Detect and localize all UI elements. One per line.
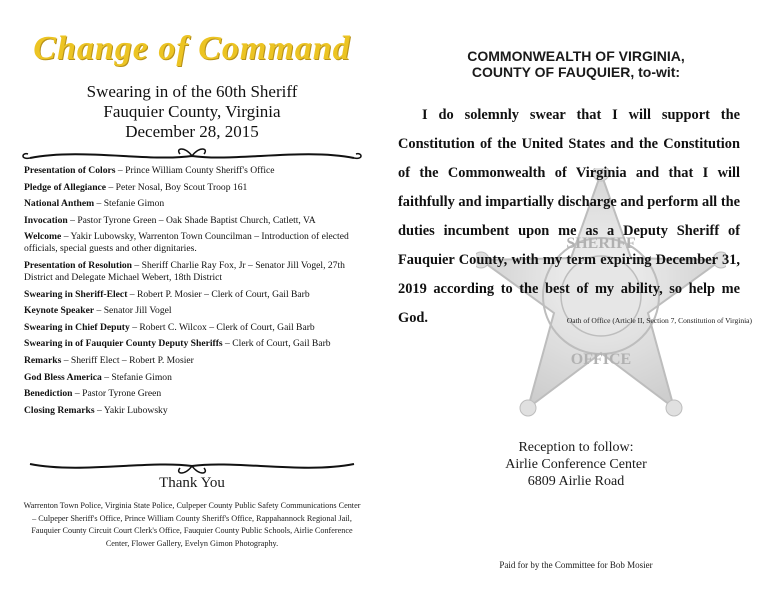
oath-text-block [398, 101, 740, 333]
subtitle-line-1: Swearing in of the 60th Sheriff [86, 82, 298, 101]
badge-top-text: SHERIFF [566, 235, 636, 252]
program-title: Change of Command [33, 30, 351, 67]
heading-line-2: COUNTY OF FAUQUIER, to-wit: [471, 64, 681, 80]
program-item: God Bless America – Stefanie Gimon [24, 371, 172, 383]
thank-you-text: Warrenton Town Police, Virginia State Police, Culpeper County Public Safety Communications Center – Culpeper Sheriff's Office, Prince William County Sheriff's Office, Rappahannock Regional Jail, Fauquier County Circuit Court Clerk's Office, Fauquier County Public Schools, Airlie Conference Center, Flower Gallery, Evelyn Gimon Photography. [23, 501, 361, 548]
oath-heading [384, 48, 768, 80]
program-item: Invocation – Pastor Tyrone Green – Oak Shade Baptist Church, Catlett, VA [24, 214, 316, 226]
thank-you-heading: Thank You [159, 475, 225, 491]
program-item: Pledge of Allegiance – Peter Nosal, Boy Scout Troop 161 [24, 181, 248, 193]
reception-line-1: Reception to follow: [518, 440, 634, 455]
badge-bottom-text: OFFICE [570, 351, 632, 368]
heading-line-1: COMMONWEALTH OF VIRGINIA, [467, 48, 685, 64]
subtitle-line-3: December 28, 2015 [125, 122, 259, 141]
reception-line-3: 6809 Airlie Road [527, 474, 625, 489]
oath-citation: Oath of Office (Article II, Section 7, Constitution of Virginia) [566, 316, 752, 325]
paid-for-notice: Paid for by the Committee for Bob Mosier [499, 560, 653, 570]
program-item: Closing Remarks – Yakir Lubowsky [24, 404, 168, 416]
program-item: Swearing in of Fauquier County Deputy Sheriffs – Clerk of Court, Gail Barb [24, 338, 331, 350]
program-item: Keynote Speaker – Senator Jill Vogel [24, 305, 172, 317]
program-item: Presentation of Colors – Prince William County Sheriff's Office [24, 165, 275, 176]
program-item: Welcome – Yakir Lubowsky, Warrenton Town Councilman – Introduction of elected officials, special guests and other dignitaries. [24, 231, 349, 255]
top-flourish [20, 138, 364, 168]
program-list [24, 165, 364, 421]
program-item: Presentation of Resolution – Sheriff Charlie Ray Fox, Jr – Senator Jill Vogel, 27th District and Delegate Michael Webert, 18th District [24, 259, 345, 283]
program-item: National Anthem – Stefanie Gimon [24, 198, 165, 210]
program-item: Benediction – Pastor Tyrone Green [24, 388, 162, 400]
program-item: Swearing in Chief Deputy – Robert C. Wilcox – Clerk of Court, Gail Barb [24, 321, 315, 333]
reception-info [384, 439, 768, 490]
subtitle-line-2: Fauquier County, Virginia [103, 102, 281, 121]
oath-panel [384, 0, 768, 597]
program-item: Remarks – Sheriff Elect – Robert P. Mosier [24, 354, 194, 366]
program-item: Swearing in Sheriff-Elect – Robert P. Mosier – Clerk of Court, Gail Barb [24, 288, 310, 300]
oath-text: I do solemnly swear that I will support the Constitution of the United States and the Constitution of the Commonwealth of Virginia and that I will faithfully and impartially discharge and perform all the duties incumbent upon me as a Deputy Sheriff of Fauquier County, with my term expiring December 31, 2019 according to the best of my ability, so help me God. [398, 107, 740, 326]
reception-line-2: Airlie Conference Center [505, 457, 647, 472]
